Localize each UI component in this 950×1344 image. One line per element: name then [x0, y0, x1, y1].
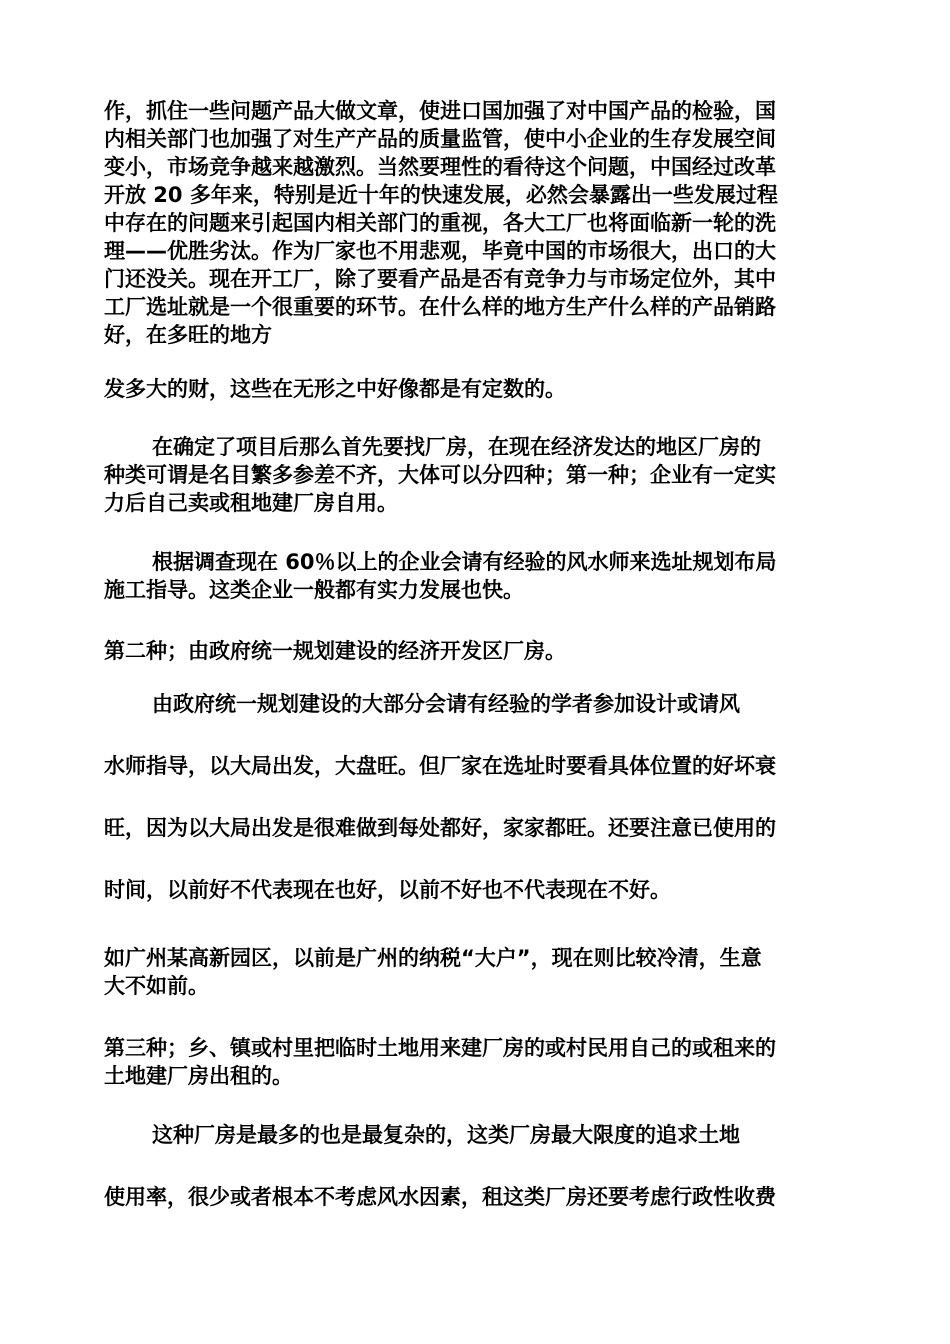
text-line: 这种厂房是最多的也是最复杂的，这类厂房最大限度的追求土地 [152, 1123, 740, 1147]
paragraph-survey [104, 548, 856, 604]
text-line: 内相关部门也加强了对生产产品的质量监管，使中小企业的生存发展空间 [104, 127, 776, 151]
paragraph-government-planning [104, 690, 856, 718]
text-line: 变小，市场竞争越来越激烈。当然要理性的看待这个问题，中国经过改革 [104, 155, 776, 179]
text-line: 水师指导，以大局出发，大盘旺。但厂家在选址时要看具体位置的好坏衰 [104, 754, 776, 778]
text-line: 开放 20 多年来，特别是近十年的快速发展，必然会暴露出一些发展过程 [104, 183, 778, 207]
text-line: 时间，以前好不代表现在也好，以前不好也不代表现在不好。 [104, 878, 671, 902]
paragraph-factory-types [104, 433, 856, 517]
paragraph-fortune [104, 375, 856, 403]
text-line: 在确定了项目后那么首先要找厂房，在现在经济发达的地区厂房的 [152, 435, 761, 459]
text-line: 理——优胜劣汰。作为厂家也不用悲观，毕竟中国的市场很大，出口的大 [104, 239, 776, 263]
paragraph-type-two-heading [104, 637, 856, 665]
paragraph-line [104, 876, 856, 904]
paragraph-line [104, 1183, 856, 1211]
text-line: 力后自己卖或租地建厂房自用。 [104, 491, 398, 515]
paragraph-complex-factories [104, 1121, 856, 1149]
text-line: 发多大的财，这些在无形之中好像都是有定数的。 [104, 377, 566, 401]
text-line: 中存在的问题来引起国内相关部门的重视，各大工厂也将面临新一轮的洗 [104, 211, 776, 235]
text-line: 好，在多旺的地方 [104, 323, 272, 347]
text-line: 大不如前。 [104, 974, 209, 998]
text-line: 作，抓住一些问题产品大做文章，使进口国加强了对中国产品的检验，国 [104, 99, 776, 123]
paragraph-line [104, 814, 856, 842]
text-line: 门还没关。现在开工厂，除了要看产品是否有竞争力与市场定位外，其中 [104, 267, 776, 291]
text-line: 根据调查现在 60％以上的企业会请有经验的风水师来选址规划布局 [152, 550, 777, 574]
text-line: 旺，因为以大局出发是很难做到每处都好，家家都旺。还要注意已使用的 [104, 816, 776, 840]
text-line: 由政府统一规划建设的大部分会请有经验的学者参加设计或请风 [152, 692, 740, 716]
text-line: 工厂选址就是一个很重要的环节。在什么样的地方生产什么样的产品销路 [104, 295, 776, 319]
text-line: 种类可谓是名目繁多参差不齐，大体可以分四种；第一种；企业有一定实 [104, 463, 776, 487]
paragraph-line [104, 752, 856, 780]
paragraph-guangzhou-example [104, 944, 856, 1000]
text-line: 如广州某高新园区，以前是广州的纳税“大户”，现在则比较冷清，生意 [104, 946, 762, 970]
paragraph-type-three [104, 1034, 856, 1090]
text-line: 土地建厂房出租的。 [104, 1064, 293, 1088]
paragraph-intro [104, 97, 856, 349]
text-line: 第二种；由政府统一规划建设的经济开发区厂房。 [104, 639, 566, 663]
text-line: 第三种；乡、镇或村里把临时土地用来建厂房的或村民用自己的或租来的 [104, 1036, 776, 1060]
text-line: 施工指导。这类企业一般都有实力发展也快。 [104, 578, 524, 602]
text-line: 使用率，很少或者根本不考虑风水因素，租这类厂房还要考虑行政性收费 [104, 1185, 776, 1209]
